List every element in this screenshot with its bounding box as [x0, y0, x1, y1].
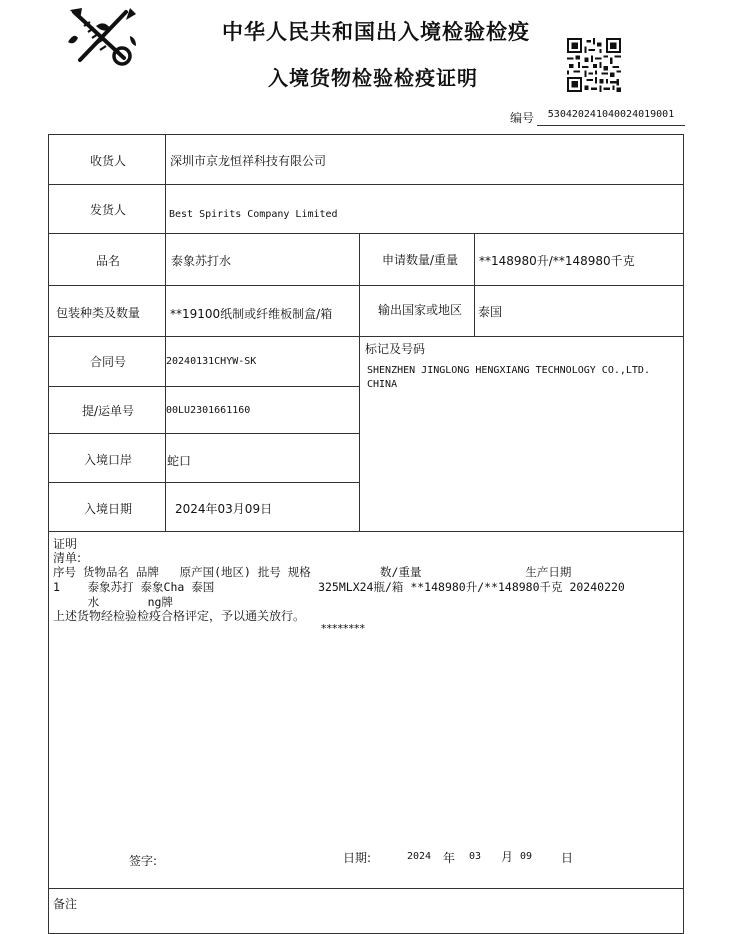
sign-date-year: 2024 — [407, 851, 432, 862]
list-heading: 清单: — [53, 551, 82, 565]
signature-label: 签字: — [129, 854, 158, 868]
marks-label: 标记及号码 — [365, 342, 426, 356]
marks-value-line1: SHENZHEN JINGLONG HENGXIANG TECHNOLOGY CO.,LTD. — [367, 365, 650, 376]
consignor-label: 发货人 — [90, 203, 127, 217]
contract-label: 合同号 — [90, 355, 127, 369]
sign-date-month: 03 — [469, 851, 482, 862]
product-value: 泰象苏打水 — [171, 254, 232, 268]
row-divider — [48, 336, 684, 337]
sign-date-label: 日期: — [343, 851, 372, 865]
sign-date-day: 09 — [520, 851, 533, 862]
document-title-line1: 中华人民共和国出入境检验检疫 — [222, 20, 530, 44]
inspection-emblem-icon — [66, 6, 140, 68]
certificate-heading: 证明 — [53, 537, 78, 551]
column-divider — [165, 134, 166, 531]
inspection-conclusion: 上述货物经检验检疫合格评定，予以通关放行。 — [53, 609, 306, 623]
list-item-continued: 水 ng牌 — [53, 595, 173, 609]
origin-label: 输出国家或地区 — [378, 303, 463, 317]
row-divider — [48, 482, 359, 483]
row-divider — [48, 531, 684, 532]
sign-date-day-unit: 日 — [561, 851, 574, 865]
bill-of-lading-value: 00LU2301661160 — [166, 405, 251, 416]
packaging-label: 包装种类及数量 — [56, 306, 141, 320]
quantity-label: 申请数量/重量 — [382, 253, 459, 267]
row-divider — [48, 184, 684, 185]
column-divider — [359, 233, 360, 531]
qr-code-icon — [567, 38, 621, 92]
row-divider — [48, 233, 684, 234]
column-divider — [474, 233, 475, 336]
end-of-text-marker: ******** — [321, 622, 365, 635]
consignee-value: 深圳市京龙恒祥科技有限公司 — [170, 154, 327, 168]
list-columns: 序号 货物品名 品牌 原产国(地区) 批号 规格 数/重量 生产日期 — [53, 565, 572, 579]
row-divider — [48, 433, 359, 434]
contract-value: 20240131CHYW-SK — [166, 356, 257, 367]
entry-port-label: 入境口岸 — [84, 453, 133, 467]
list-item: 1 泰象苏打 泰象Cha 泰国 325MLX24瓶/箱 **148980升/**148980千克 20240220 — [53, 580, 625, 594]
entry-port-value: 蛇口 — [167, 454, 192, 468]
sign-date-year-unit: 年 — [443, 851, 456, 865]
marks-value-line2: CHINA — [367, 379, 398, 390]
certificate-number-label: 编号 — [510, 111, 535, 125]
origin-value: 泰国 — [478, 305, 503, 319]
consignee-label: 收货人 — [90, 154, 127, 168]
entry-date-label: 入境日期 — [84, 502, 133, 516]
document-title-line2: 入境货物检验检疫证明 — [268, 66, 478, 90]
row-divider — [48, 285, 684, 286]
quantity-value: **148980升/**148980千克 — [479, 254, 635, 268]
packaging-value: **19100纸制或纤维板制盒/箱 — [170, 307, 333, 321]
sign-date-month-unit: 月 — [501, 850, 514, 864]
product-label: 品名 — [96, 254, 121, 268]
remarks-label: 备注 — [53, 897, 78, 911]
certificate-number-value: 530420241040024019001 — [537, 107, 685, 126]
consignor-value: Best Spirits Company Limited — [169, 209, 338, 220]
entry-date-value: 2024年03月09日 — [175, 502, 273, 516]
bill-of-lading-label: 提/运单号 — [82, 404, 135, 418]
row-divider — [48, 386, 359, 387]
row-divider — [48, 888, 684, 889]
